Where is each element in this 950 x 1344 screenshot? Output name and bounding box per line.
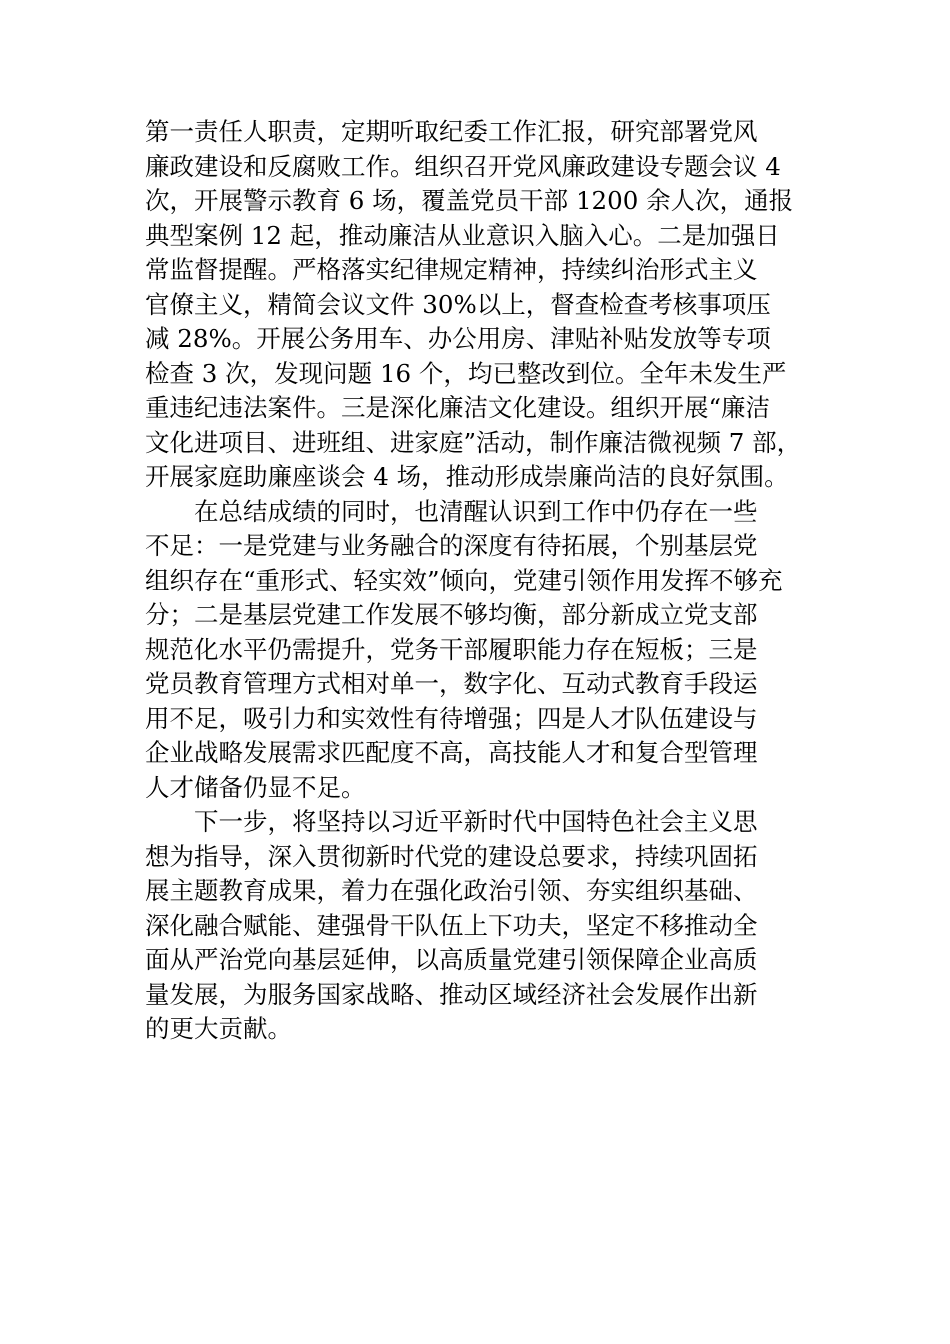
text-line: 组织存在“重形式、轻实效”倾向，党建引领作用发挥不够充: [145, 565, 783, 595]
text-line: 党员教育管理方式相对单一，数字化、互动式教育手段运: [145, 669, 758, 698]
text-line-first: 在总结成绩的同时，也清醒认识到工作中仍存在一些: [194, 496, 758, 526]
paragraph-shortcomings: [145, 495, 810, 806]
text-line: 的更大贡献。: [145, 1014, 292, 1043]
text-line: 文化进项目、进班组、进家庭”活动，制作廉洁微视频 7 部，: [145, 427, 802, 457]
text-line: 面从严治党向基层延伸，以高质量党建引领保障企业高质: [145, 945, 758, 974]
text-line: 用不足，吸引力和实效性有待增强；四是人才队伍建设与: [145, 703, 758, 733]
text-line: 廉政建设和反腐败工作。组织召开党风廉政建设专题会议 4: [145, 151, 781, 181]
text-line: 次，开展警示教育 6 场，覆盖党员干部 1200 余人次，通报: [145, 186, 794, 215]
text-line: 规范化水平仍需提升，党务干部履职能力存在短板；三是: [145, 634, 758, 664]
text-line: 展主题教育成果，着力在强化政治引领、夯实组织基础、: [145, 876, 758, 905]
paragraph-discipline-work: [145, 115, 810, 495]
text-line: 不足：一是党建与业务融合的深度有待拓展，个别基层党: [145, 531, 758, 560]
text-line: 开展家庭助廉座谈会 4 场，推动形成崇廉尚洁的良好氛围。: [145, 462, 789, 491]
text-line: 官僚主义，精简会议文件 30%以上，督查检查考核事项压: [145, 289, 771, 319]
text-line: 常监督提醒。严格落实纪律规定精神，持续纠治形式主义: [145, 255, 758, 284]
text-line: 重违纪违法案件。三是深化廉洁文化建设。组织开展“廉洁: [145, 393, 771, 422]
text-line: 分；二是基层党建工作发展不够均衡，部分新成立党支部: [145, 600, 758, 629]
text-line: 减 28%。开展公务用车、办公用房、津贴补贴发放等专项: [145, 324, 771, 353]
text-line: 典型案例 12 起，推动廉洁从业意识入脑入心。二是加强日: [145, 220, 780, 250]
paragraph-next-steps: [145, 805, 810, 1047]
text-line: 第一责任人职责，定期听取纪委工作汇报，研究部署党风: [145, 117, 758, 146]
text-line: 深化融合赋能、建强骨干队伍上下功夫，坚定不移推动全: [145, 910, 758, 940]
text-line: 检查 3 次，发现问题 16 个，均已整改到位。全年未发生严: [145, 358, 787, 388]
text-line: 人才储备仍显不足。: [145, 772, 366, 802]
document-body: [145, 115, 810, 1047]
text-line: 企业战略发展需求匹配度不高，高技能人才和复合型管理: [145, 738, 758, 767]
text-line: 量发展，为服务国家战略、推动区域经济社会发展作出新: [145, 979, 758, 1009]
text-line: 想为指导，深入贯彻新时代党的建设总要求，持续巩固拓: [145, 841, 758, 871]
text-line-first: 下一步，将坚持以习近平新时代中国特色社会主义思: [194, 807, 758, 836]
